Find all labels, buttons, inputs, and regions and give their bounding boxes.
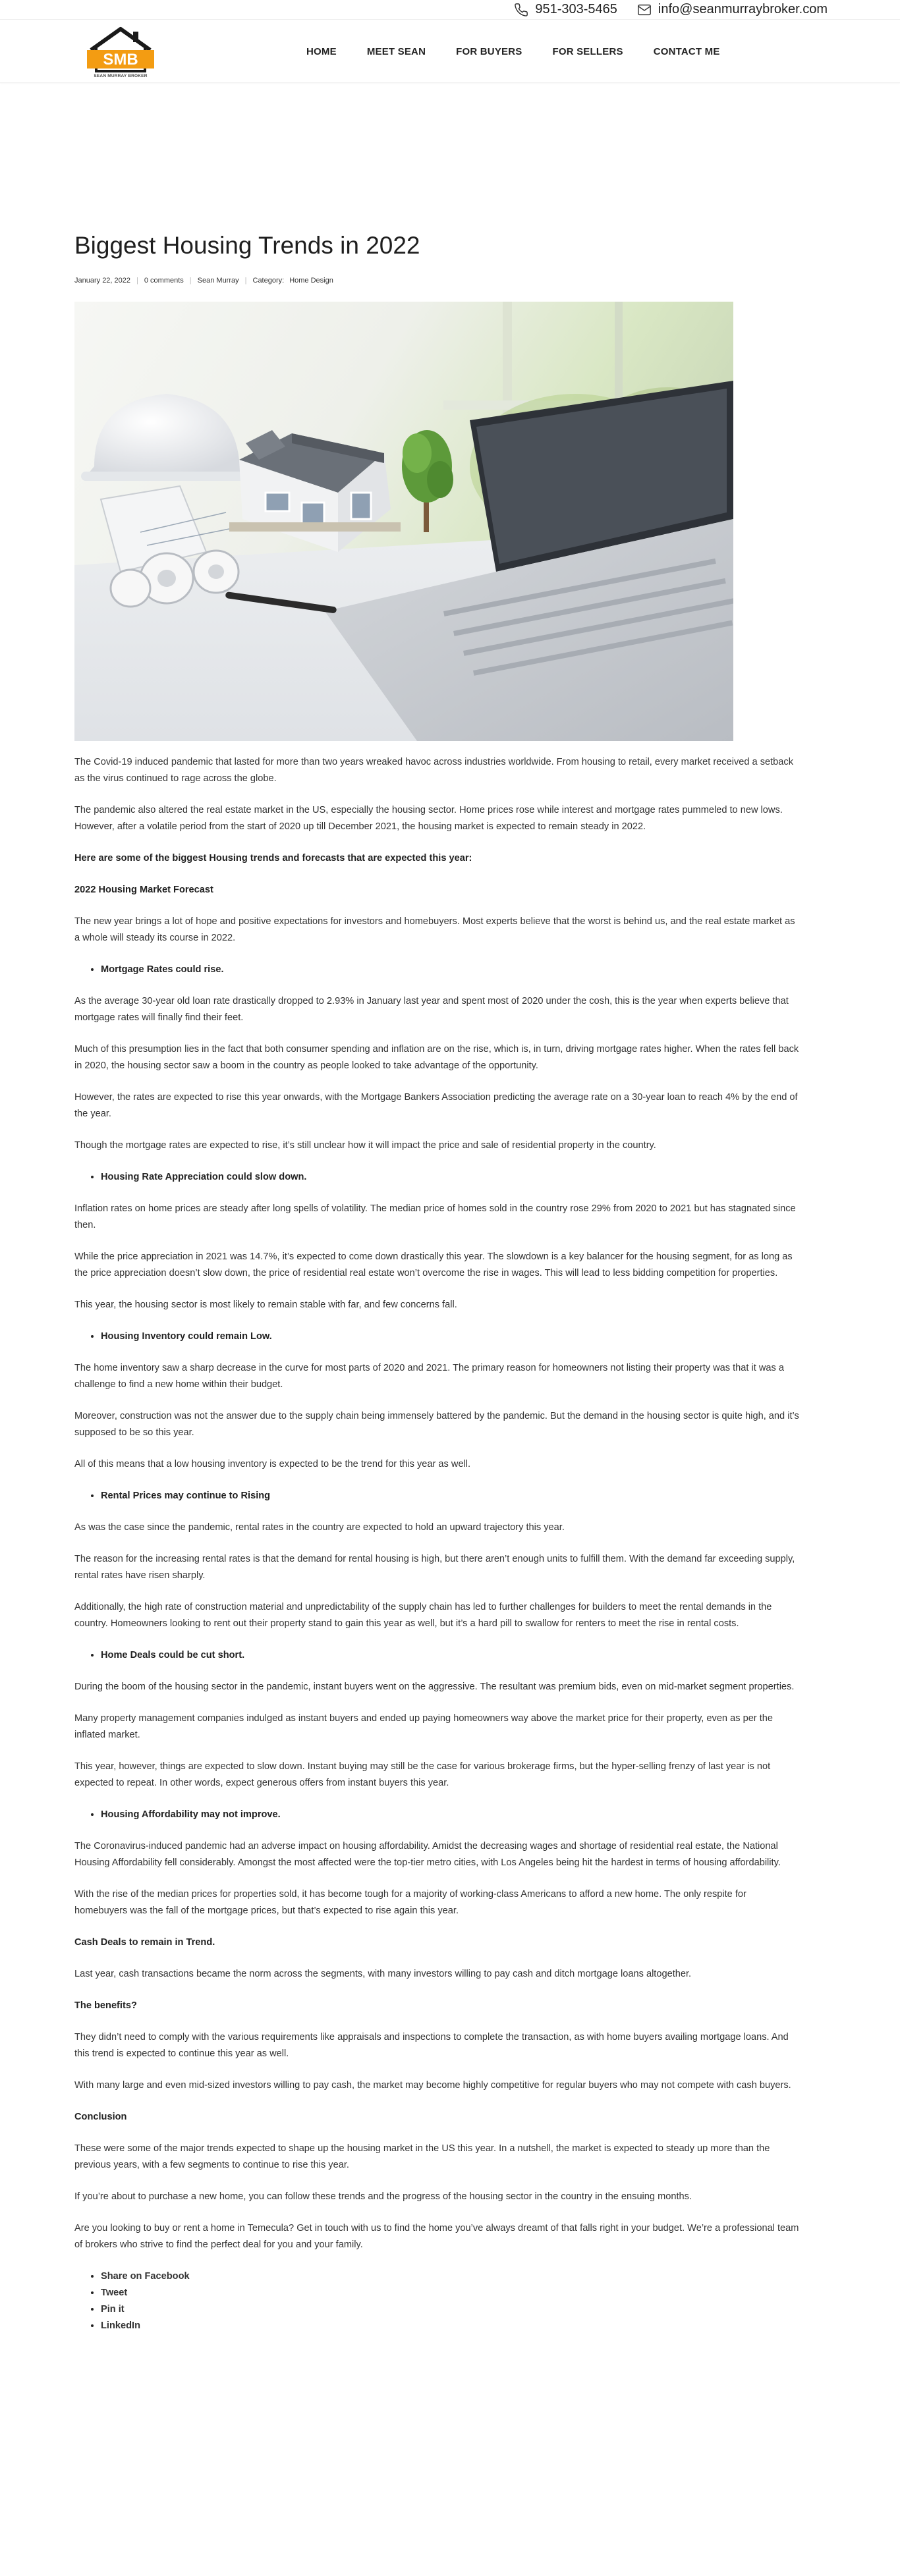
nav-contact-me[interactable]: CONTACT ME — [653, 45, 720, 57]
paragraph: The pandemic also altered the real estate market in the US, especially the housing sector. Home prices rose while interest and mortgage rates pummeled to new lows. However, after a volatile period from the start of 2020 up till December 2021, the housing market is expected to remain steady in 2022. — [74, 805, 783, 832]
trend-list — [101, 1169, 799, 1186]
paragraph: While the price appreciation in 2021 was 14.7%, it’s expected to come down drastically this year. The slowdown is a key balancer for the housing segment, for as long as the price appreciation doesn’t slow down, the price of residential real estate won’t overcome the rise in wages. This will lead to less bidding competition for properties. — [74, 1251, 793, 1278]
logo-subtitle: SEAN MURRAY BROKER — [94, 74, 148, 78]
paragraph: Last year, cash transactions became the norm across the segments, with many investors willing to pay cash and ditch mortgage loans altogether. — [74, 1969, 692, 1979]
contact-links — [514, 2, 828, 17]
trend-title: • Housing Inventory could remain Low. — [101, 1329, 799, 1345]
envelope-icon — [637, 3, 652, 17]
phone-link[interactable] — [514, 2, 617, 17]
trend-title: • Mortgage Rates could rise. — [101, 962, 799, 978]
trend-title: • Rental Prices may continue to Rising — [101, 1488, 799, 1504]
site-logo[interactable] — [84, 24, 157, 83]
section-heading: Conclusion — [74, 2112, 127, 2122]
email-link[interactable] — [637, 2, 828, 17]
post-meta — [74, 277, 799, 285]
paragraph: As the average 30-year old loan rate drastically dropped to 2.93% in January last year and spent most of 2020 under the cosh, this is the year when experts believe that mortgage rates will finally find their feet. — [74, 996, 789, 1023]
share-tweet-link[interactable]: Tweet — [101, 2288, 128, 2298]
post-category-link[interactable]: Home Design — [289, 277, 333, 285]
svg-text:SMB: SMB — [103, 51, 138, 69]
post-comments-link[interactable]: 0 comments — [144, 277, 184, 285]
house-logo-icon — [84, 24, 157, 78]
paragraph: Though the mortgage rates are expected to rise, it’s still unclear how it will impact the price and sale of residential property in the country. — [74, 1140, 656, 1151]
share-item — [101, 2268, 799, 2285]
trend-list — [101, 1329, 799, 1345]
email-address: info@seanmurraybroker.com — [658, 2, 828, 16]
paragraph: All of this means that a low housing inventory is expected to be the trend for this year as well. — [74, 1459, 471, 1469]
paragraph: As was the case since the pandemic, rental rates in the country are expected to hold an upward trajectory this year. — [74, 1522, 565, 1533]
meta-separator: | — [244, 277, 247, 285]
paragraph: However, the rates are expected to rise this year onwards, with the Mortgage Bankers Association predicting the average rate on a 30-year loan to reach 4% by the end of the year. — [74, 1092, 798, 1119]
paragraph: With the rise of the median prices for properties sold, it has become tough for a majority of working-class Americans to afford a new home. The only respite for homebuyers was the fall of the mortgage prices, but that’s expected to rise again this year. — [74, 1889, 746, 1916]
meta-separator: | — [136, 277, 138, 285]
lead-heading: Here are some of the biggest Housing trends and forecasts that are expected this year: — [74, 853, 472, 863]
post-title: Biggest Housing Trends in 2022 — [74, 232, 420, 259]
phone-icon — [514, 3, 528, 17]
paragraph: The Coronavirus-induced pandemic had an adverse impact on housing affordability. Amidst the decreasing wages and shortage of residential real estate, the National Housing Affordability fell considerably. Amongst the most affected were the top-tier metro cities, with Los Angeles being hit the hardest in terms of housing affordability. — [74, 1841, 781, 1868]
meta-separator: | — [189, 277, 192, 285]
trend-title: • Housing Affordability may not improve. — [101, 1807, 799, 1823]
paragraph: This year, however, things are expected to slow down. Instant buying may still be the case for various brokerage firms, but the hyper-selling frenzy of last year is not expected to repeat. In other words, expect generous offers from instant buyers this year. — [74, 1761, 771, 1788]
top-contact-bar — [0, 0, 900, 20]
paragraph: Inflation rates on home prices are steady after long spells of volatility. The median price of homes sold in the country rose 29% from 2020 to 2021 but has stagnated since then. — [74, 1203, 796, 1230]
paragraph: Many property management companies indulged as instant buyers and ended up paying homeowners way above the market price for their property, even as per the inflated market. — [74, 1713, 773, 1740]
paragraph: They didn’t need to comply with the various requirements like appraisals and inspections to complete the transaction, as with home buyers availing mortgage loans. And this trend is expected to continue this year as well. — [74, 2032, 789, 2059]
paragraph: This year, the housing sector is most likely to remain stable with far, and few concerns fall. — [74, 1300, 457, 1310]
nav-for-sellers[interactable]: FOR SELLERS — [552, 45, 623, 57]
paragraph: Additionally, the high rate of construction material and unpredictability of the supply chain has led to further challenges for builders to meet the rental demands in the country. Homeowners looking to rent out their property stand to gain this year as well, but it’s a hard pill to swallow for renters to meet the rise in rental costs. — [74, 1602, 772, 1629]
trend-title: • Housing Rate Appreciation could slow down. — [101, 1169, 799, 1186]
paragraph: Moreover, construction was not the answer due to the supply chain being immensely battered by the pandemic. But the demand in the housing sector is quite high, and it’s supposed to be so this year. — [74, 1411, 799, 1438]
paragraph: Much of this presumption lies in the fact that both consumer spending and inflation are on the rise, which is, in turn, driving mortgage rates higher. When the rates fell back in 2020, the housing sector saw a boom in the country as people looked to take advantage of the opportunity. — [74, 1044, 799, 1071]
share-pinterest-link[interactable]: Pin it — [101, 2304, 125, 2315]
share-facebook-link[interactable]: Share on Facebook — [101, 2271, 190, 2282]
trend-list — [101, 1488, 799, 1504]
section-heading: The benefits? — [74, 2000, 137, 2011]
post-date[interactable]: January 22, 2022 — [74, 277, 131, 285]
blog-article — [74, 231, 799, 2349]
paragraph: With many large and even mid-sized investors willing to pay cash, the market may become highly competitive for regular buyers who may not compete with cash buyers. — [74, 2080, 791, 2091]
paragraph: The Covid-19 induced pandemic that lasted for more than two years wreaked havoc across industries worldwide. From housing to retail, every market received a setback as the virus continued to rage across the globe. — [74, 757, 793, 784]
share-item — [101, 2318, 799, 2334]
paragraph: These were some of the major trends expected to shape up the housing market in the US this year. In a nutshell, the market is expected to steady up more than the previous years, with a few segments to continue to rise this year. — [74, 2143, 770, 2170]
share-links — [101, 2268, 799, 2334]
nav-meet-sean[interactable]: MEET SEAN — [366, 45, 426, 57]
section-heading: Cash Deals to remain in Trend. — [74, 1937, 215, 1948]
main-nav — [306, 20, 750, 83]
trend-list — [101, 1807, 799, 1823]
post-author-link[interactable]: Sean Murray — [197, 277, 239, 285]
trend-list — [101, 962, 799, 978]
nav-for-buyers[interactable]: FOR BUYERS — [456, 45, 522, 57]
phone-number: 951-303-5465 — [535, 2, 617, 16]
trend-list — [101, 1647, 799, 1664]
post-content — [74, 754, 799, 2334]
paragraph: The new year brings a lot of hope and positive expectations for investors and homebuyers. Most experts believe that the worst is behind us, and the real estate market as a whole will steady its course in 2022. — [74, 916, 795, 943]
share-item — [101, 2285, 799, 2301]
paragraph: If you’re about to purchase a new home, you can follow these trends and the progress of the housing sector in the country in the ensuing months. — [74, 2191, 692, 2202]
paragraph: The reason for the increasing rental rates is that the demand for rental housing is high, but there aren’t enough units to fulfill them. With the demand far exceeding supply, rental rates have risen sharply. — [74, 1554, 795, 1581]
share-linkedin-link[interactable]: LinkedIn — [101, 2320, 140, 2331]
share-item — [101, 2301, 799, 2318]
house-model-desk-illustration — [74, 302, 733, 741]
nav-home[interactable]: HOME — [306, 45, 337, 57]
trend-title: • Home Deals could be cut short. — [101, 1647, 799, 1664]
section-heading: 2022 Housing Market Forecast — [74, 885, 213, 895]
paragraph: During the boom of the housing sector in the pandemic, instant buyers went on the aggressive. The resultant was premium bids, even on mid-market segment properties. — [74, 1682, 795, 1692]
site-header — [0, 20, 900, 83]
paragraph: Are you looking to buy or rent a home in Temecula? Get in touch with us to find the home you’ve always dreamt of that falls right in your budget. We’re a professional team of brokers who strive to find the perfect deal for you and your family. — [74, 2223, 799, 2250]
paragraph: The home inventory saw a sharp decrease in the curve for most parts of 2020 and 2021. The primary reason for homeowners not listing their property was that it was a challenge to find a new home within their budget. — [74, 1363, 784, 1390]
featured-image — [74, 302, 733, 741]
post-category-label: Category: — [252, 277, 285, 285]
